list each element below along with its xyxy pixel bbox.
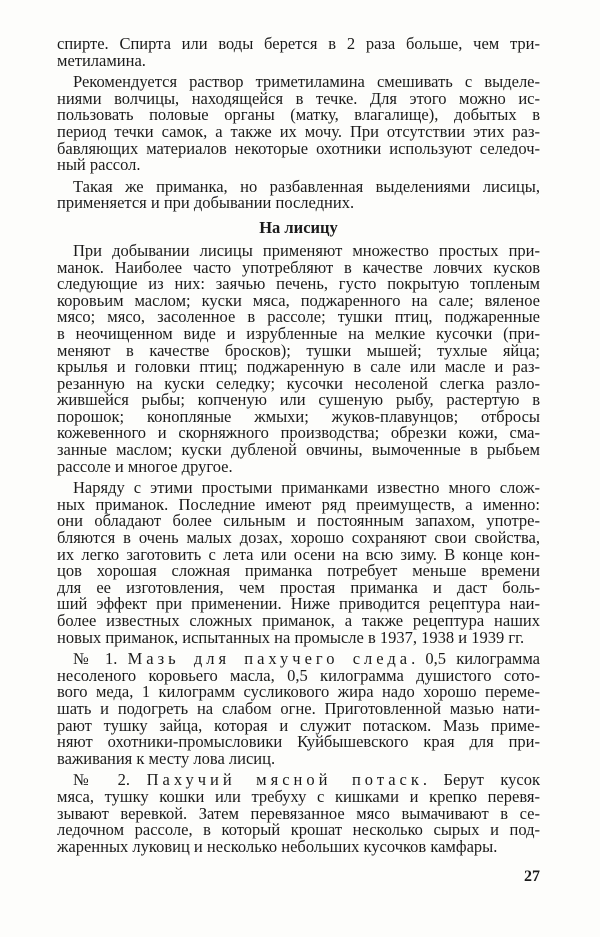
text-line: При добывании лисицы применяют множество простых при- (73, 240, 540, 260)
text-line: спирте. Спирта или воды берется в 2 раза больше, чем три- (57, 34, 540, 53)
recipe-title: Пахучий мясной потаск (146, 770, 423, 790)
fox-section (57, 240, 540, 856)
text-line: для ее изготовления, чем простая приманка и даст боль- (57, 577, 540, 597)
text-line: ледочном рассоле, в который крошат несколько сырых и под- (57, 820, 540, 840)
text-line: следующие из них: заячью печень, густо покрытую топленым (57, 274, 540, 294)
text-line: манок. Наиболее часто употребляют в качестве ловчих кусков (57, 257, 540, 277)
text-line: бляются в очень малых дозах, хорошо сохраняют свои свойства, (57, 528, 540, 548)
paragraph (57, 651, 540, 767)
text-line: крылья и головки птиц; поджаренную в сале или масле и раз- (57, 357, 540, 377)
text-line: рассоле и многое другое. (57, 456, 233, 476)
text-line: няют охотники-промысловики Куйбышевского края для при- (57, 732, 540, 752)
text-span: № 2. (73, 770, 147, 790)
text-line: Наряду с этими простыми приманками известно много слож- (73, 478, 540, 498)
text-line: резанную на куски селедку; кусочки несоленой слегка разло- (57, 373, 540, 393)
text-line: период течки самок, а также их мочу. При отсутствии этих раз- (57, 121, 540, 141)
page-number: 27 (524, 868, 540, 885)
recipe-title: Мазь для пахучего следа (127, 649, 412, 669)
text-line: несоленого коровьего масла, 0,5 килограмма душистого сото- (57, 665, 540, 685)
text-line: занные маслом; куски дубленой овчины, вымоченные в рыбьем (57, 440, 540, 460)
text-line: они обладают более сильным и постоянным запахом, употре- (57, 511, 540, 531)
text-line: ший эффект при применении. Ниже приводится рецептура наи- (57, 594, 540, 614)
text-line: применяется и при добывании последних. (57, 193, 355, 213)
text-line: жившейся рыбы; копченую или сушеную рыбу, растертую в (57, 390, 540, 410)
text-line: новых приманок, испытанных на промысле в 1937, 1938 и 1939 гг. (57, 627, 525, 647)
text-line: порошок; конопляные жмыхи; жуков-плавунцов; отбросы (57, 406, 540, 426)
text-line: ный рассол. (57, 155, 141, 175)
text-span: № 1. (73, 649, 128, 669)
text-line: Такая же приманка, но разбавленная выделениями лисицы, (73, 176, 540, 196)
paragraph (57, 176, 540, 213)
paragraph (57, 480, 540, 646)
text-line: цов хорошая сложная приманка потребует меньше времени (57, 561, 540, 581)
page-body (57, 36, 540, 860)
text-line: коровьим маслом; куски мяса, поджаренного на сале; вяленое (57, 290, 540, 310)
top-section (57, 36, 540, 212)
text-line: более известных сложных приманок, а также рецептура наших (57, 611, 540, 630)
text-line: вого меда, 1 килограмм сусликового жира надо хорошо переме- (57, 682, 540, 702)
text-line: мясо; мясо, засоленное в рассоле; тушки птиц, поджаренные (57, 307, 540, 327)
text-line: рают тушку зайца, которая и служит потаском. Мазь приме- (57, 715, 540, 735)
text-line: в неочищенном виде и изрубленные на мелкие кусочки (при- (57, 323, 540, 343)
text-line: меняют в качестве бросков); тушки мышей; тухлые яйца; (57, 340, 540, 360)
section-heading: На лисицу (259, 217, 338, 237)
paragraph (57, 240, 540, 476)
text-line: важивания к месту лова лисиц. (57, 748, 276, 768)
text-line: ных приманок. Последние имеют ряд преимуществ, а именно: (57, 494, 540, 514)
text-line: Рекомендуется раствор триметиламина смешивать с выделе- (73, 72, 540, 92)
text-line: пользовать половые органы (матку, влагалище), добытых в (57, 105, 540, 125)
text-line: ниями волчицы, находящейся в течке. Для этого можно ис- (57, 88, 540, 108)
text-line: кожевенного и скорняжного производства; обрезки кожи, сма- (57, 423, 540, 443)
paragraph (57, 772, 540, 855)
text-line: бавляющих материалов некоторые охотники используют селедоч- (57, 138, 540, 158)
text-line: мяса, тушку кошки или требуху с кишками и крепко перевя- (57, 786, 540, 806)
text-line: метиламина. (57, 50, 146, 70)
text-line: зывают веревкой. Затем перевязанное мясо вымачивают в се- (57, 803, 540, 823)
text-line: их легко заготовить с лета или осени на всю зиму. В конце кон- (57, 544, 540, 564)
text-line: шать и подогреть на слабом огне. Приготовленной мазью нати- (57, 698, 540, 718)
text-span: . Берут кусок (422, 770, 540, 790)
text-span: . 0,5 килограмма (411, 649, 540, 669)
paragraph (57, 74, 540, 174)
text-line: жаренных луковиц и несколько небольших кусочков камфары. (57, 836, 498, 856)
paragraph (57, 36, 540, 69)
